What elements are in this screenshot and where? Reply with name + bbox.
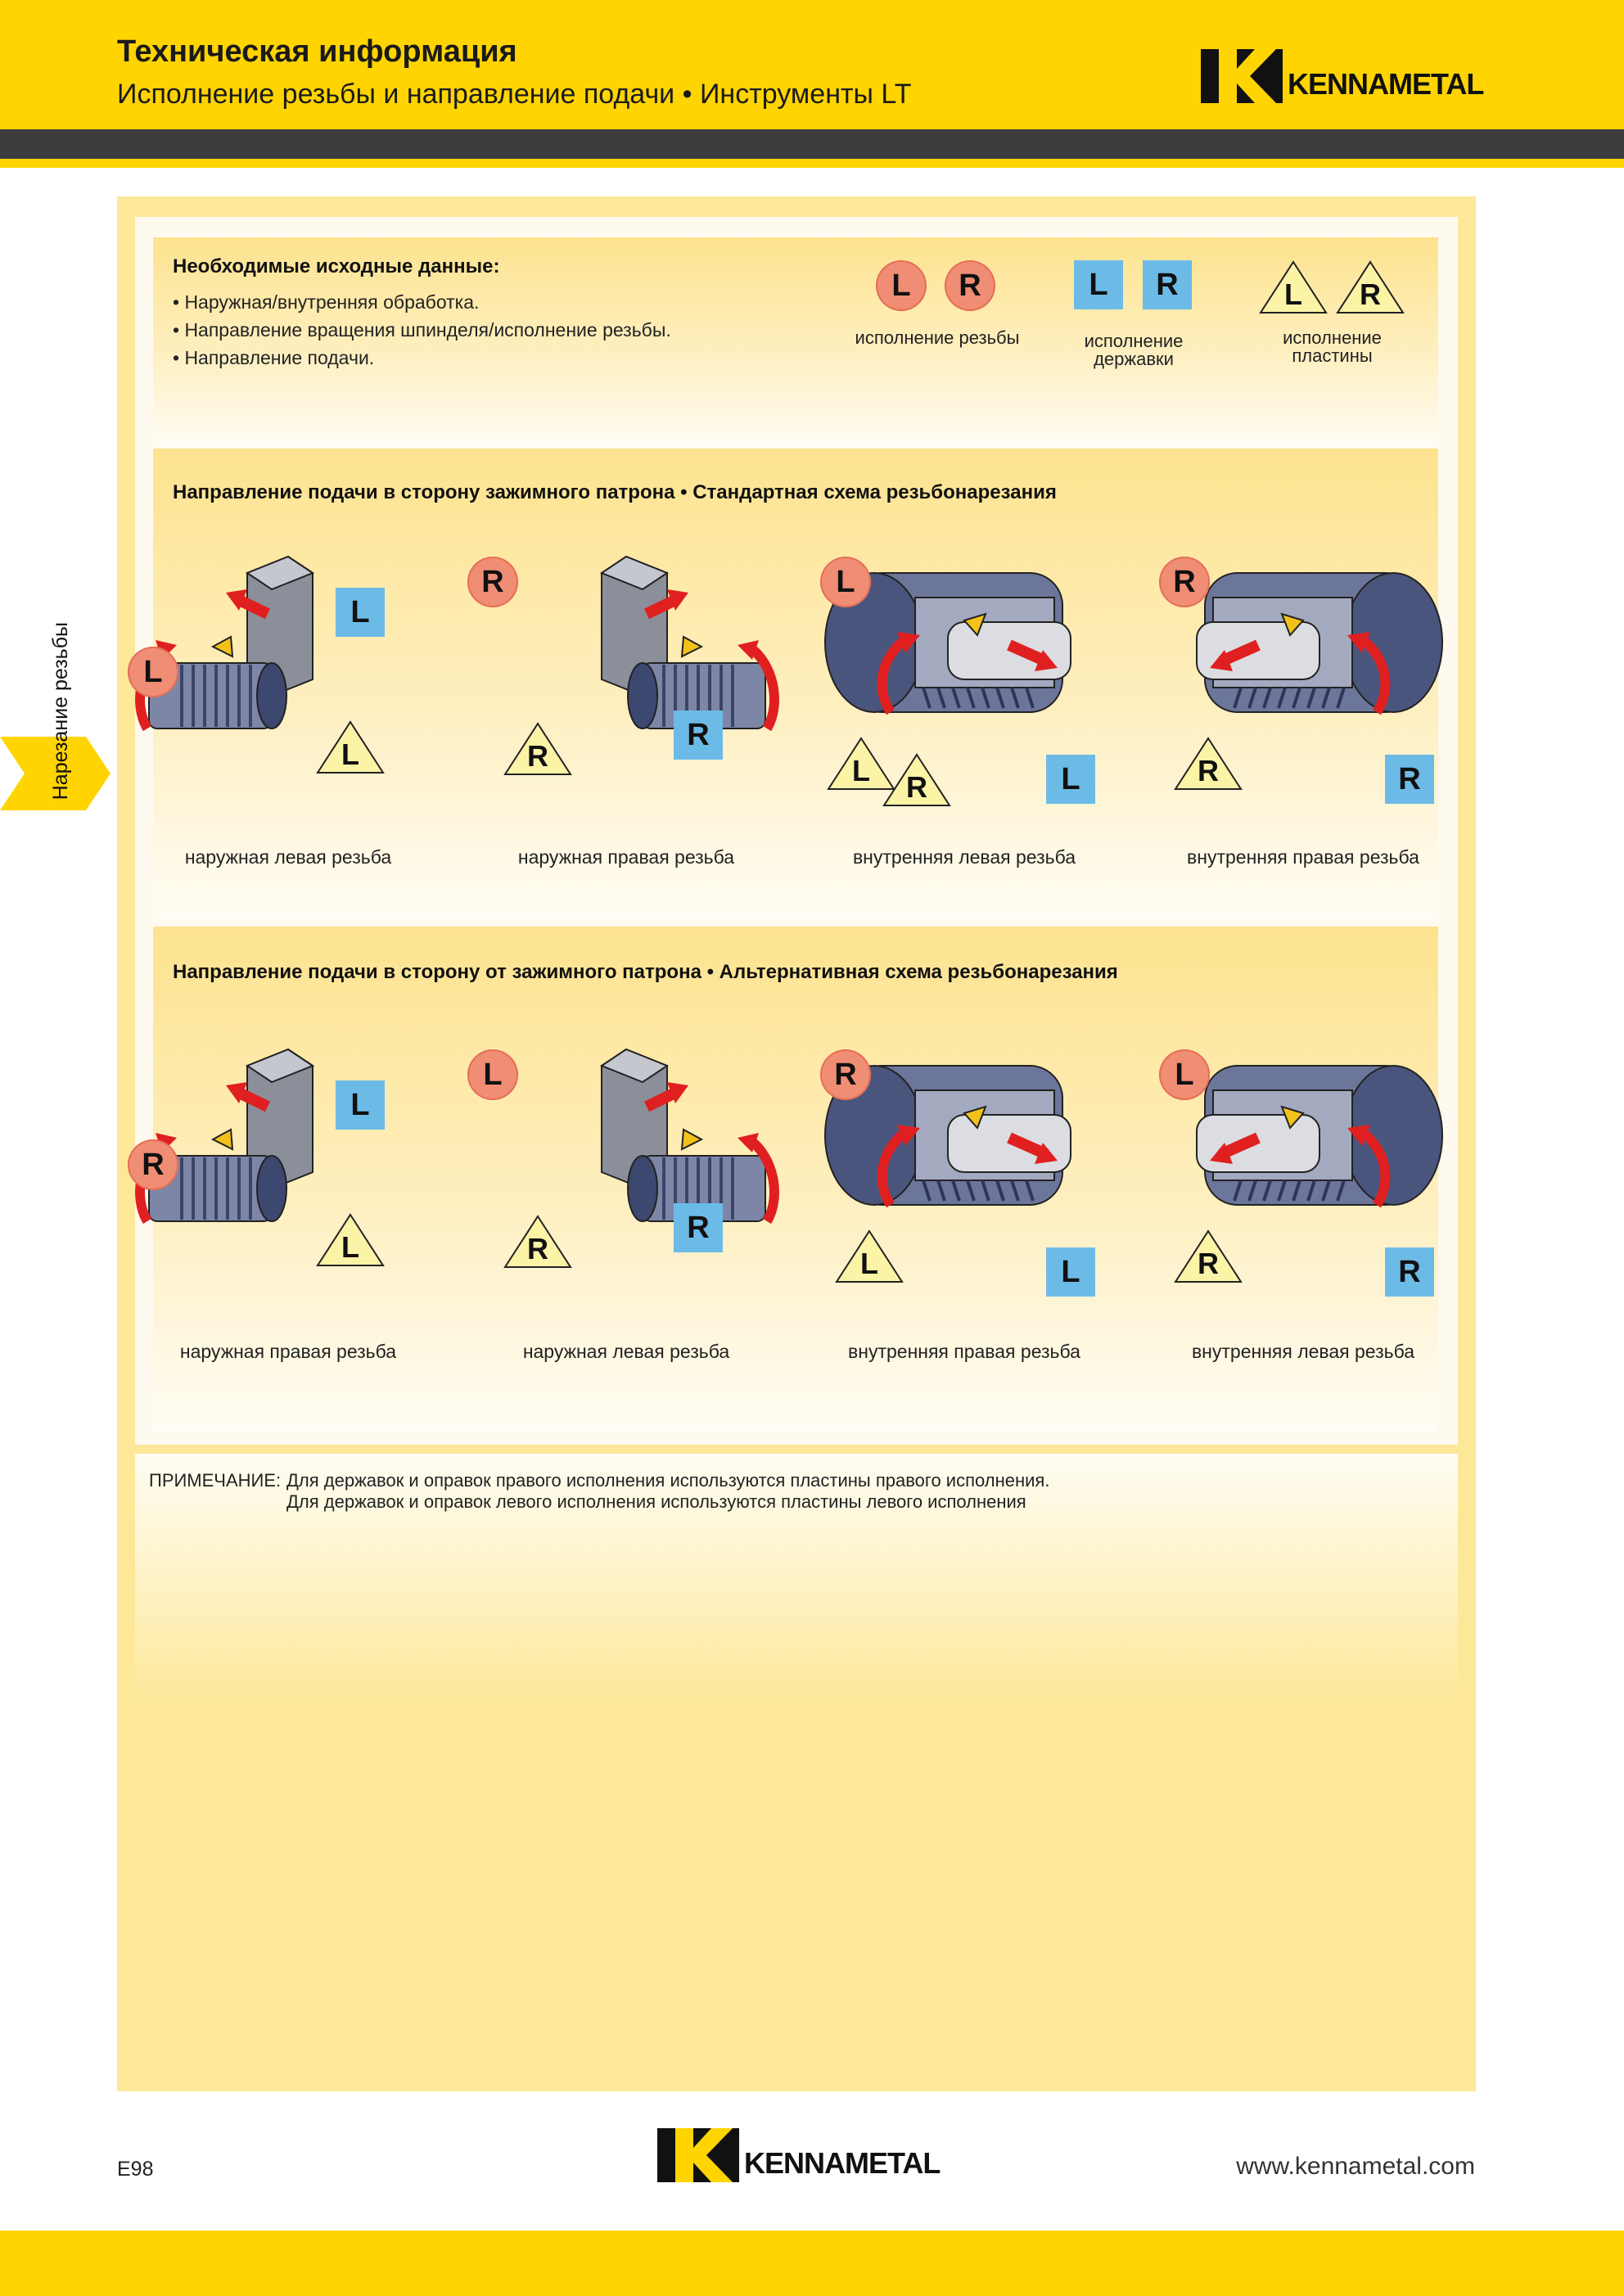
thread-badge: R	[128, 1139, 178, 1190]
kennametal-logo	[1201, 49, 1484, 103]
holder-badge: R	[674, 710, 723, 760]
thread-badge: L	[467, 1049, 518, 1100]
insert-badge	[316, 1213, 385, 1267]
kennametal-k-icon	[657, 2128, 739, 2182]
figure-label: наружная правая резьба	[179, 1341, 397, 1362]
thread-badge-r: R	[945, 260, 995, 311]
page-title: Техническая информация	[117, 34, 517, 69]
note-line-1: Для державок и оправок правого исполнения используются пластины правого исполнения.	[286, 1470, 1050, 1491]
legend-holder-label-line1: исполнение	[1084, 331, 1184, 351]
insert-badge-letter: L	[852, 754, 870, 787]
legend-insert-label-line2: пластины	[1292, 345, 1373, 366]
side-tab-label: Нарезание резьбы	[49, 622, 72, 801]
thread-badge: R	[820, 1049, 871, 1100]
page-number: E98	[117, 2158, 154, 2181]
figure-label: наружная правая резьба	[517, 846, 735, 868]
insert-badge-l-letter: L	[1284, 277, 1302, 311]
holder-badge: L	[336, 588, 385, 637]
insert-badge	[316, 720, 385, 774]
insert-badge-letter: L	[341, 1230, 359, 1264]
thread-badge: L	[820, 557, 871, 607]
requirement-item: • Направление вращения шпинделя/исполнение резьбы.	[173, 319, 671, 341]
thread-badge: L	[1159, 1049, 1210, 1100]
header-stripe-yellow	[0, 159, 1624, 168]
insert-badge-letter: R	[527, 739, 548, 773]
insert-badge	[503, 722, 572, 776]
thread-badge: R	[467, 557, 518, 607]
insert-badge-l	[1259, 260, 1328, 314]
requirement-item: • Наружная/внутренняя обработка.	[173, 291, 480, 313]
holder-badge-r: R	[1143, 260, 1192, 309]
figure-label: внутренняя левая резьба	[852, 846, 1076, 868]
note-line-2: Для державок и оправок левого исполнения используются пластины левого исполнения	[286, 1491, 1026, 1512]
insert-badge-r	[1336, 260, 1405, 314]
thread-badge: L	[128, 647, 178, 697]
holder-badge: L	[1046, 755, 1095, 804]
header-stripe	[0, 129, 1624, 159]
thread-badge-l: L	[876, 260, 927, 311]
alternative-section-title: Направление подачи в сторону от зажимного патрона • Альтернативная схема резьбонарезания	[173, 961, 1118, 983]
insert-badge-letter: R	[906, 770, 927, 804]
figure-label: внутренняя правая резьба	[1187, 846, 1419, 868]
requirements-title: Необходимые исходные данные:	[173, 255, 500, 277]
insert-badge-letter: R	[1198, 754, 1219, 787]
insert-badge	[503, 1215, 572, 1269]
holder-badge: L	[336, 1080, 385, 1130]
legend-insert-label	[1261, 329, 1404, 365]
figure-label: наружная левая резьба	[522, 1341, 730, 1362]
insert-badge-letter: R	[1198, 1247, 1219, 1280]
figure-label: внутренняя левая резьба	[1191, 1341, 1415, 1362]
legend-holder-label-line2: державки	[1094, 349, 1174, 369]
holder-badge: L	[1046, 1247, 1095, 1297]
website-link[interactable]: www.kennametal.com	[1236, 2153, 1475, 2180]
figure-label: внутренняя правая резьба	[848, 1341, 1080, 1362]
requirement-item: • Направление подачи.	[173, 347, 375, 368]
footer-bar	[0, 2231, 1624, 2296]
insert-badge	[835, 1229, 904, 1283]
legend-insert-label-line1: исполнение	[1283, 327, 1382, 348]
legend-thread-label: исполнение резьбы	[855, 327, 1020, 348]
insert-badge	[1174, 1229, 1243, 1283]
footer-logo-wordmark: KENNAMETAL	[744, 2146, 941, 2180]
holder-badge: R	[674, 1203, 723, 1252]
holder-badge: R	[1385, 755, 1434, 804]
legend-holder-label	[1064, 332, 1203, 368]
insert-badge-letter: R	[527, 1232, 548, 1265]
holder-badge-l: L	[1074, 260, 1123, 309]
kennametal-k-icon	[1201, 49, 1283, 103]
note-label: ПРИМЕЧАНИЕ:	[149, 1470, 282, 1491]
insert-badge-letter: L	[341, 738, 359, 771]
insert-badge-r-letter: R	[1360, 277, 1381, 311]
insert-badge	[882, 753, 951, 807]
standard-section-title: Направление подачи в сторону зажимного патрона • Стандартная схема резьбонарезания	[173, 481, 1057, 503]
holder-badge: R	[1385, 1247, 1434, 1297]
footer-kennametal-logo	[657, 2128, 941, 2182]
insert-badge	[1174, 737, 1243, 791]
thread-badge: R	[1159, 557, 1210, 607]
insert-badge-letter: L	[860, 1247, 878, 1280]
logo-wordmark: KENNAMETAL	[1288, 67, 1484, 101]
page-subtitle: Исполнение резьбы и направление подачи • Инструменты LT	[117, 79, 912, 110]
figure-label: наружная левая резьба	[184, 846, 392, 868]
